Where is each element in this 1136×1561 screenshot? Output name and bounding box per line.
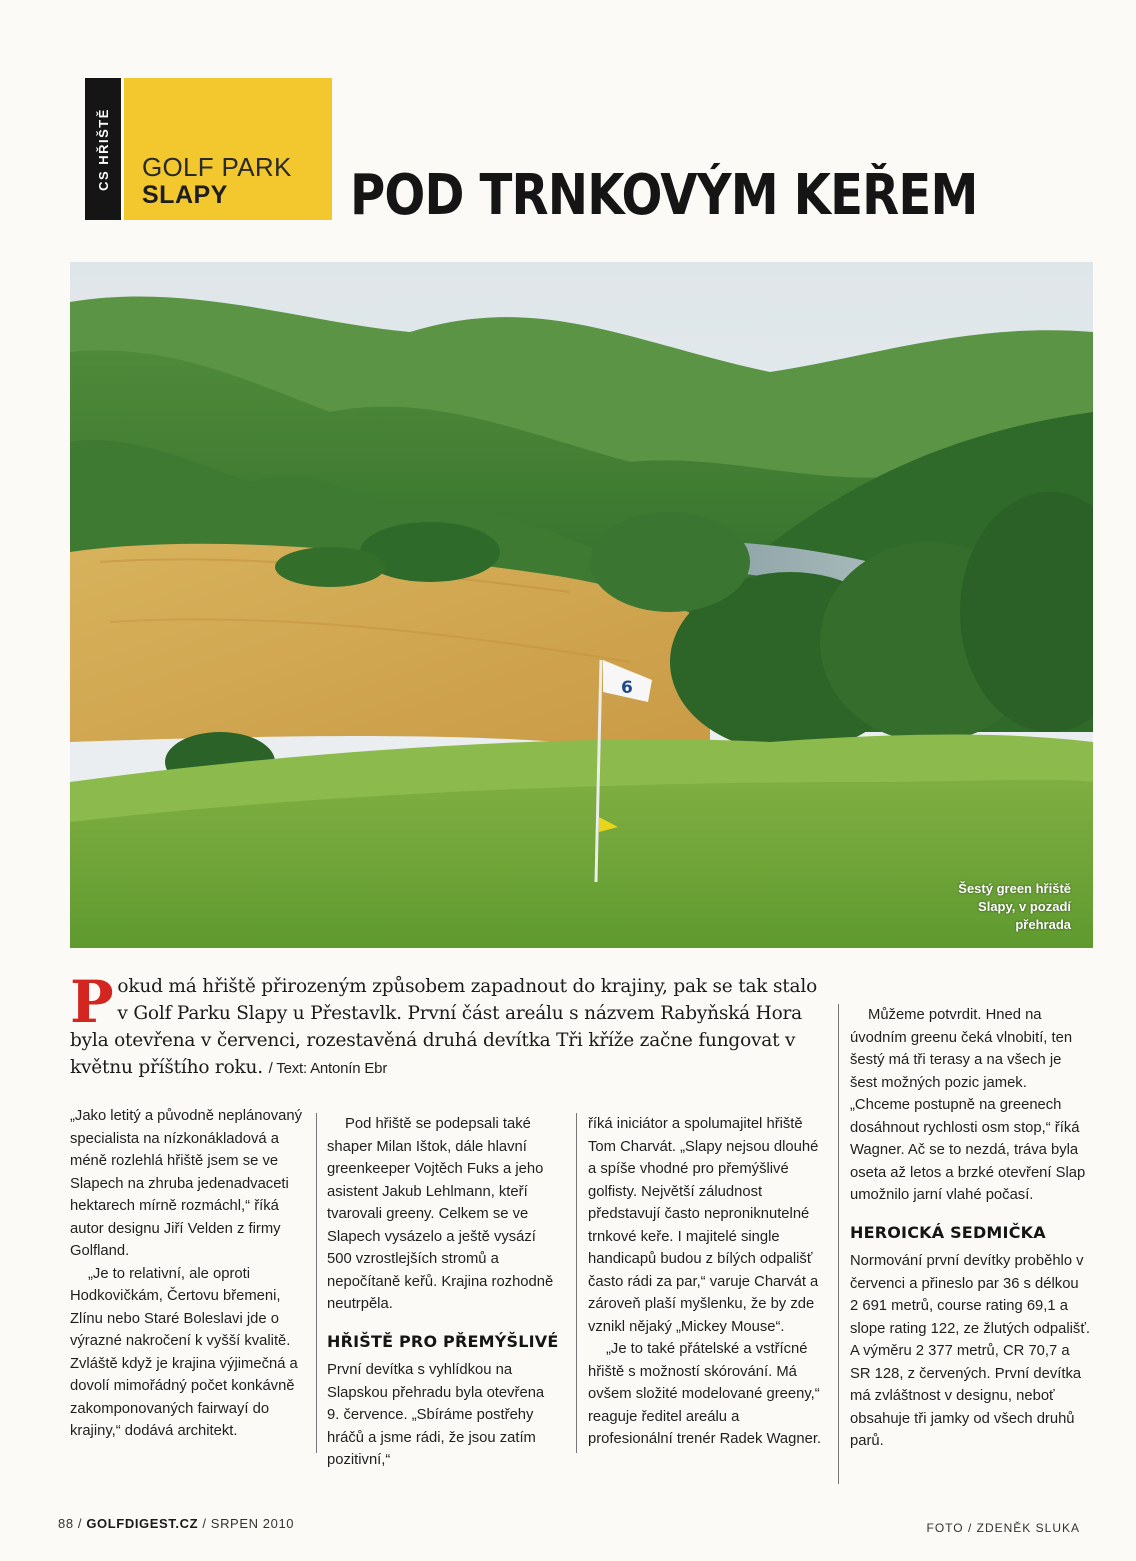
footer-folio (58, 1516, 294, 1531)
landscape-illustration (70, 262, 1093, 948)
course-name-box (124, 78, 332, 220)
column-divider (838, 1004, 839, 1484)
course-photo (70, 262, 1093, 948)
separator: / (77, 1516, 87, 1531)
article-column-1 (70, 1105, 302, 1443)
paragraph: „Je to také přátelské a vstřícné hřiště s možností skórování. Má ovšem složité modelované greeny,“ reaguje ředitel areálu a profesionální trenér Radek Wagner. (588, 1341, 822, 1447)
course-name-top: GOLF PARK (142, 152, 292, 182)
course-name-bottom: SLAPY (142, 181, 228, 209)
article-column-2 (327, 1113, 559, 1472)
photo-credit: FOTO / ZDENĚK SLUKA (926, 1521, 1080, 1535)
publication-name: GOLFDIGEST.CZ (86, 1516, 199, 1531)
subheading: HEROICKÁ SEDMIČKA (850, 1222, 1046, 1242)
column-divider (316, 1113, 317, 1453)
paragraph: říká iniciátor a spolumajitel hřiště Tom Charvát. „Slapy nejsou dlouhé a spíše vhodné pro přemýšlivé golfisty. Největší záludnost představují často neproniknutelné trnkové keře. I majitelé single handicapů budou z bílých odpališť často rádi za par,“ varuje Charvát a zároveň plaší myšlenku, že by zde vznikl nějaký „Mickey Mouse“. (588, 1116, 819, 1335)
paragraph: Pod hřiště se podepsali také shaper Milan Ištok, dále hlavní greenkeeper Vojtěch Fuks a jeho asistent Jakub Lehlmann, kteří tvarovali greeny. Celkem se ve Slapech vysázelo a ještě vysází 500 vzrostlejších stromů a nepočítaně keřů. Krajina rozhodně neutrpěla. (327, 1116, 554, 1312)
paragraph: První devítka s vyhlídkou na Slapskou přehradu byla otevřena 9. července. „Sbíráme postřehy hráčů a jsme rádi, že jsou zatím pozitivní,“ (327, 1362, 545, 1468)
article-column-4 (850, 1004, 1090, 1453)
drop-cap: P (70, 968, 114, 1036)
paragraph: „Jako letitý a původně neplánovaný specialista na nízkonákladová a méně rozlehlá hřiště jsem se ve Slapech na zhruba jedenadvaceti hektarech mírně rozmáchl,“ říká autor designu Jiří Velden z firmy Golfland. (70, 1108, 302, 1259)
caption-line-1: Šestý green hřiště (958, 881, 1071, 896)
paragraph: Můžeme potvrdit. Hned na úvodním greenu čeká vlnobití, ten šestý má tři terasy a na všech je šest možných pozic jamek. „Chceme postupně na greenech dosáhnout rychlosti osm stop,“ říká Wagner. Ač se to nezdá, tráva byla oseta až letos a brzké otevření Slap umožnilo jarní vlahé počasí. (850, 1007, 1086, 1203)
flag-number: 6 (621, 678, 633, 698)
paragraph: „Je to relativní, ale oproti Hodkovičkám, Čertovu břemeni, Zlínu nebo Staré Boleslavi jde o výrazné nakročení k vyšší kvalitě. Zvláště když je krajina výjimečná a dovolí mimořádný počet konkávně zakomponovaných fairwayí do krajiny,“ dodává architekt. (70, 1265, 298, 1439)
caption-line-2: Slapy, v pozadí (978, 899, 1071, 914)
section-label: CS HŘIŠTĚ (95, 107, 111, 191)
separator: / (202, 1516, 211, 1531)
lead-paragraph (70, 968, 830, 1082)
page-number: 88 (58, 1516, 74, 1531)
byline: / Text: Antonín Ebr (268, 1060, 388, 1077)
issue-date: SRPEN 2010 (210, 1516, 295, 1531)
section-tab (85, 78, 121, 220)
caption-line-3: přehrada (1015, 917, 1071, 932)
article-column-3 (588, 1113, 823, 1451)
headline: POD TRNKOVÝM KEŘEM (350, 163, 978, 228)
photo-caption (958, 880, 1071, 934)
lead-text: okud má hřiště přirozeným způsobem zapadnout do krajiny, pak se tak stalo v Golf Parku Slapy u Přestavlk. První část areálu s názvem Rabyňská Hora byla otevřena v červenci, rozestavěná druhá devítka Tři kříže začne fungovat v květnu příštího roku. (70, 976, 818, 1078)
subheading: HŘIŠTĚ PRO PŘEMÝŠLIVÉ (327, 1331, 559, 1351)
column-divider (576, 1113, 577, 1453)
paragraph: Normování první devítky proběhlo v červenci a přineslo par 36 s délkou 2 691 metrů, course rating 69,1 a slope rating 122, ze žlutých odpališť. A výměru 2 377 metrů, CR 70,7 a SR 128, z červených. První devítka má zvláštnost v designu, neboť obsahuje tři jamky od všech druhů parů. (850, 1253, 1090, 1449)
